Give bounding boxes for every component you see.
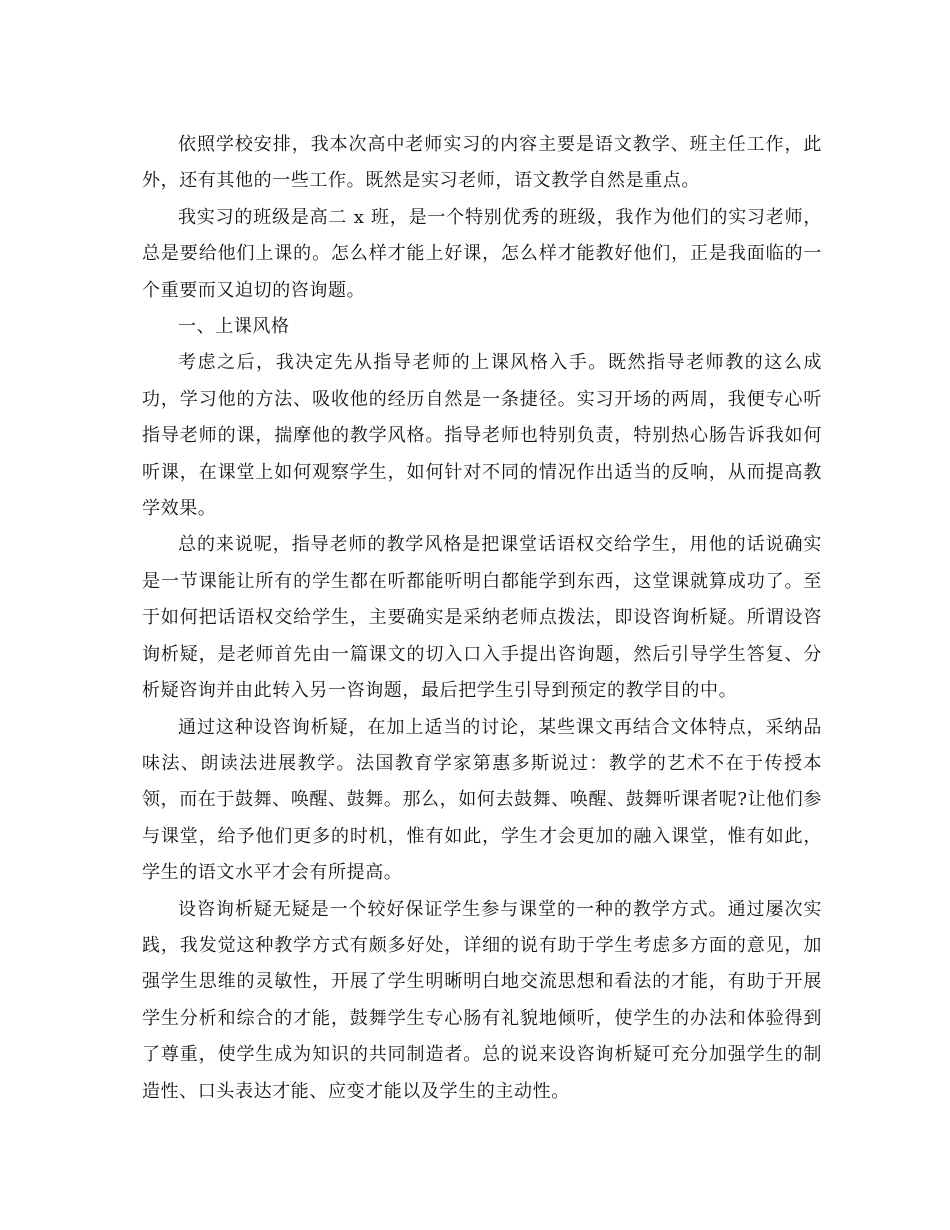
- paragraph-mentor-style: 总的来说呢，指导老师的教学风格是把课堂话语权交给学生，用他的话说确实是一节课能让所有的学生都在听都能听明白都能学到东西，这堂课就算成功了。至于如何把话语权交给学生，主要确实是采纳老师点拨法，即设咨询析疑。所谓设咨询析疑，是老师首先由一篇课文的切入口入手提出咨询题，然后引导学生答复、分析疑咨询并由此转入另一咨询题，最后把学生引导到预定的教学目的中。: [142, 534, 822, 702]
- section-heading-teaching-style: 一、上课风格: [178, 316, 290, 338]
- paragraph-question-method: 通过这种设咨询析疑，在加上适当的讨论，某些课文再结合文体特点，采纳品味法、朗读法进展教学。法国教育学家第惠多斯说过：教学的艺术不在于传授本领，而在于鼓舞、唤醒、鼓舞。那么，如何去鼓舞、唤醒、鼓舞听课者呢?让他们参与课堂，给予他们更多的时机，惟有如此，学生才会更加的融入课堂，惟有如此，学生的语文水平才会有所提高。: [142, 716, 822, 884]
- paragraph-learning-from-mentor: 考虑之后，我决定先从指导老师的上课风格入手。既然指导老师教的这么成功，学习他的方法、吸收他的经历自然是一条捷径。实习开场的两周，我便专心听指导老师的课，揣摩他的教学风格。指导老师也特别负责，特别热心肠告诉我如何听课，在课堂上如何观察学生，如何针对不同的情况作出适当的反响，从而提高教学效果。: [142, 352, 822, 520]
- paragraph-internship-content: 依照学校安排，我本次高中老师实习的内容主要是语文教学、班主任工作，此外，还有其他的一些工作。既然是实习老师，语文教学自然是重点。: [142, 134, 822, 192]
- document-body: [142, 127, 822, 1110]
- paragraph-method-benefits: 设咨询析疑无疑是一个较好保证学生参与课堂的一种的教学方式。通过屡次实践，我发觉这种教学方式有颇多好处，详细的说有助于学生考虑多方面的意见，加强学生思维的灵敏性，开展了学生明晰明白地交流思想和看法的才能，有助于开展学生分析和综合的才能，鼓舞学生专心肠有礼貌地倾听，使学生的办法和体验得到了尊重，使学生成为知识的共同制造者。总的说来设咨询析疑可充分加强学生的制造性、口头表达才能、应变才能以及学生的主动性。: [142, 898, 822, 1102]
- paragraph-class-intro: 我实习的班级是高二 x 班，是一个特别优秀的班级，我作为他们的实习老师，总是要给他们上课的。怎么样才能上好课，怎么样才能教好他们，正是我面临的一个重要而又迫切的咨询题。: [142, 206, 822, 301]
